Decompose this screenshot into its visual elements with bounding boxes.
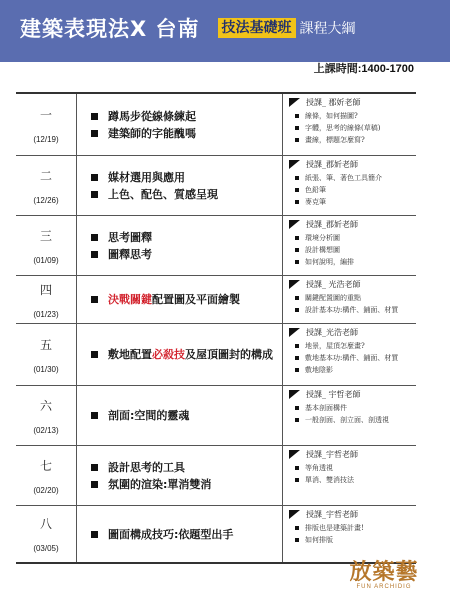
lesson-number: 一: [39, 107, 52, 122]
square-bullet-icon: [91, 351, 98, 358]
lesson-number: 八: [39, 517, 52, 531]
detail-item: [295, 305, 416, 315]
topic-text-part: 配置圖及平面繪製: [152, 293, 240, 306]
lesson-number: 四: [39, 282, 52, 297]
teacher-line: [285, 279, 416, 290]
small-square-bullet-icon: [295, 296, 299, 300]
header-title-group: [20, 8, 356, 48]
triangle-marker-icon: [289, 98, 300, 107]
lesson-row: [16, 506, 416, 562]
detail-item: [295, 523, 416, 533]
detail-text: 線條，如何描圖?: [305, 112, 358, 120]
detail-text: 如何排版: [305, 536, 333, 544]
triangle-marker-icon: [289, 280, 300, 289]
detail-text: 色鉛筆: [305, 186, 326, 194]
teacher-name: 授課_光浩老師: [306, 328, 358, 337]
lesson-detail-cell: [283, 506, 416, 562]
detail-text: 設計構想圖: [305, 246, 340, 254]
detail-item: [295, 135, 416, 145]
page-subtitle: 課程大綱: [299, 21, 356, 37]
small-square-bullet-icon: [295, 478, 299, 482]
topic-text-part: 上色、配色、質感呈現: [108, 187, 218, 201]
lesson-topic: [91, 408, 282, 423]
teacher-line: [285, 449, 416, 460]
lesson-date: (12/19): [33, 134, 59, 144]
square-bullet-icon: [91, 481, 98, 488]
lesson-row: [16, 156, 416, 216]
triangle-marker-icon: [289, 510, 300, 519]
teacher-name: 授課_ 郡妡老師: [306, 98, 361, 107]
lesson-row: [16, 446, 416, 506]
small-square-bullet-icon: [295, 114, 299, 118]
lesson-topic-text: [108, 109, 196, 124]
lesson-number: 六: [39, 398, 52, 413]
small-square-bullet-icon: [295, 368, 299, 372]
lesson-row: [16, 324, 416, 386]
detail-item: [295, 475, 416, 485]
lesson-topic: [91, 460, 282, 475]
small-square-bullet-icon: [295, 188, 299, 192]
small-square-bullet-icon: [295, 200, 299, 204]
lesson-topic-text: [108, 347, 273, 362]
lesson-topic: [91, 292, 282, 307]
detail-text: 敷地基本功:構件、鋪面、材質: [305, 354, 399, 362]
small-square-bullet-icon: [295, 138, 299, 142]
lesson-topic-cell: [77, 216, 283, 275]
teacher-line: [285, 219, 416, 230]
detail-item: [295, 123, 416, 133]
lesson-number: 二: [39, 168, 52, 183]
triangle-marker-icon: [289, 220, 300, 229]
square-bullet-icon: [91, 531, 98, 538]
highlight-text: 必殺技: [152, 348, 185, 361]
topic-text-part: 剖面:空間的靈魂: [108, 409, 190, 422]
topic-text-part: 氛圍的渲染:單消雙消: [108, 477, 212, 491]
small-square-bullet-icon: [295, 308, 299, 312]
square-bullet-icon: [91, 130, 98, 137]
topic-text-part: 及屋頂圖封的構成: [185, 348, 273, 361]
teacher-line: [285, 389, 416, 400]
detail-text: 地景，屋頂怎麼畫?: [305, 342, 365, 350]
detail-text: 基本剖面構件: [305, 404, 347, 412]
detail-item: [295, 197, 416, 207]
teacher-line: [285, 97, 416, 108]
lesson-topic-text: [108, 527, 233, 542]
triangle-marker-icon: [289, 328, 300, 337]
lesson-topic: [91, 170, 282, 185]
lesson-topic: [91, 347, 282, 362]
lesson-detail-cell: [283, 94, 416, 155]
lesson-row: [16, 216, 416, 276]
lesson-date: (12/26): [33, 195, 59, 205]
lesson-topic-text: [108, 230, 152, 245]
square-bullet-icon: [91, 113, 98, 120]
lesson-date: (01/30): [33, 364, 59, 374]
lesson-detail-cell: [283, 216, 416, 275]
lesson-number-cell: [16, 276, 77, 323]
small-square-bullet-icon: [295, 260, 299, 264]
lesson-detail-cell: [283, 386, 416, 445]
small-square-bullet-icon: [295, 176, 299, 180]
detail-item: [295, 233, 416, 243]
detail-item: [295, 415, 416, 425]
topic-text-part: 敷地配置: [108, 348, 152, 361]
topic-text-part: 媒材選用與應用: [108, 170, 185, 184]
lesson-topic-cell: [77, 386, 283, 445]
teacher-line: [285, 159, 416, 170]
lesson-topic-cell: [77, 506, 283, 562]
lesson-number-cell: [16, 156, 77, 215]
square-bullet-icon: [91, 412, 98, 419]
square-bullet-icon: [91, 251, 98, 258]
triangle-marker-icon: [289, 160, 300, 169]
lesson-detail-cell: [283, 324, 416, 385]
detail-text: 單消、雙消技法: [305, 476, 354, 484]
lesson-topic-cell: [77, 446, 283, 505]
square-bullet-icon: [91, 464, 98, 471]
detail-item: [295, 257, 416, 267]
small-square-bullet-icon: [295, 466, 299, 470]
course-level-badge: 技法基礎班: [218, 18, 296, 38]
detail-item: [295, 463, 416, 473]
lesson-topic: [91, 126, 282, 141]
teacher-line: [285, 509, 416, 520]
detail-item: [295, 535, 416, 545]
teacher-line: [285, 327, 416, 338]
lesson-row: [16, 94, 416, 156]
lesson-topic-text: [108, 170, 185, 185]
lesson-topic: [91, 230, 282, 245]
detail-text: 設計基本功:構件、鋪面、材質: [305, 306, 399, 314]
teacher-name: 授課_ 光浩老師: [306, 280, 361, 289]
small-square-bullet-icon: [295, 526, 299, 530]
small-square-bullet-icon: [295, 126, 299, 130]
detail-text: 如何說明，編排: [305, 258, 354, 266]
small-square-bullet-icon: [295, 538, 299, 542]
lesson-detail-cell: [283, 446, 416, 505]
teacher-name: 授課_ 宇哲老師: [306, 390, 361, 399]
detail-item: [295, 293, 416, 303]
detail-item: [295, 341, 416, 351]
small-square-bullet-icon: [295, 418, 299, 422]
small-square-bullet-icon: [295, 344, 299, 348]
lesson-number-cell: [16, 386, 77, 445]
class-time: 上課時間:1400-1700: [313, 63, 414, 75]
lesson-topic: [91, 527, 282, 542]
lesson-topic-text: [108, 247, 152, 262]
lesson-topic-cell: [77, 156, 283, 215]
lesson-topic-text: [108, 292, 240, 307]
lesson-topic-text: [108, 126, 196, 141]
detail-text: 字體，思考的線條(草稿): [305, 124, 381, 132]
detail-item: [295, 353, 416, 363]
logo-tagline: FUN ARCHIDIG: [356, 584, 412, 590]
square-bullet-icon: [91, 296, 98, 303]
topic-text-part: 建築師的字能醜嗎: [108, 126, 196, 140]
highlight-text: 決戰關鍵: [108, 293, 152, 306]
lesson-topic-text: [108, 408, 189, 423]
lesson-topic: [91, 109, 282, 124]
lesson-topic-cell: [77, 94, 283, 155]
detail-item: [295, 173, 416, 183]
detail-text: 麥克筆: [305, 198, 326, 206]
detail-item: [295, 111, 416, 121]
lesson-number-cell: [16, 94, 77, 155]
lesson-number: 七: [39, 458, 52, 473]
detail-text: 畫線，標題怎麼寫?: [305, 136, 365, 144]
teacher-name: 授課_郡妡老師: [306, 220, 358, 229]
small-square-bullet-icon: [295, 236, 299, 240]
lesson-row: [16, 386, 416, 446]
lesson-topic: [91, 477, 282, 492]
detail-text: 敷地陰影: [305, 366, 333, 374]
lesson-topic-text: [108, 460, 185, 475]
lesson-date: (03/05): [33, 544, 59, 553]
small-square-bullet-icon: [295, 356, 299, 360]
lesson-date: (02/20): [33, 485, 59, 495]
lesson-topic-cell: [77, 324, 283, 385]
syllabus-table: [16, 92, 416, 564]
topic-text-part: 圖釋思考: [108, 247, 152, 261]
detail-text: 等角透視: [305, 464, 333, 472]
detail-item: [295, 403, 416, 413]
small-square-bullet-icon: [295, 406, 299, 410]
lesson-number-cell: [16, 506, 77, 562]
square-bullet-icon: [91, 191, 98, 198]
lesson-number: 三: [39, 228, 52, 243]
detail-text: 紙張、筆、著色工具簡介: [305, 174, 382, 182]
lesson-date: (01/23): [33, 309, 59, 319]
topic-text-part: 思考圖釋: [108, 230, 152, 244]
triangle-marker-icon: [289, 390, 300, 399]
lesson-detail-cell: [283, 156, 416, 215]
detail-text: 排版也是建築計畫!: [305, 524, 364, 532]
header-banner: [0, 0, 450, 62]
lesson-row: [16, 276, 416, 324]
square-bullet-icon: [91, 174, 98, 181]
lesson-topic-cell: [77, 276, 283, 323]
page-title: 建築表現法X 台南: [20, 17, 200, 41]
lesson-detail-cell: [283, 276, 416, 323]
lesson-date: (01/09): [33, 255, 59, 265]
lesson-topic-text: [108, 187, 218, 202]
topic-text-part: 設計思考的工具: [108, 460, 185, 474]
lesson-number-cell: [16, 324, 77, 385]
teacher-name: 授課_宇哲老師: [306, 450, 358, 459]
brand-logo: [348, 560, 420, 590]
lesson-topic-text: [108, 477, 211, 492]
teacher-name: 授課_宇哲老師: [306, 510, 358, 519]
lesson-topic: [91, 247, 282, 262]
detail-text: 環境分析圖: [305, 234, 340, 242]
detail-text: 一般剖面、剖立面、剖透視: [305, 416, 389, 424]
small-square-bullet-icon: [295, 248, 299, 252]
detail-text: 關鍵配置圖的重點: [305, 294, 361, 302]
lesson-number-cell: [16, 446, 77, 505]
lesson-topic: [91, 187, 282, 202]
lesson-number-cell: [16, 216, 77, 275]
lesson-number: 五: [39, 337, 52, 352]
lesson-date: (02/13): [33, 425, 59, 435]
square-bullet-icon: [91, 234, 98, 241]
triangle-marker-icon: [289, 450, 300, 459]
teacher-name: 授課_郡妡老師: [306, 160, 358, 169]
detail-item: [295, 245, 416, 255]
logo-wordmark: 放築藝: [349, 559, 419, 585]
detail-item: [295, 365, 416, 375]
topic-text-part: 圖面構成技巧:依題型出手: [108, 527, 234, 541]
detail-item: [295, 185, 416, 195]
topic-text-part: 蹲馬步從線條練起: [108, 109, 196, 123]
